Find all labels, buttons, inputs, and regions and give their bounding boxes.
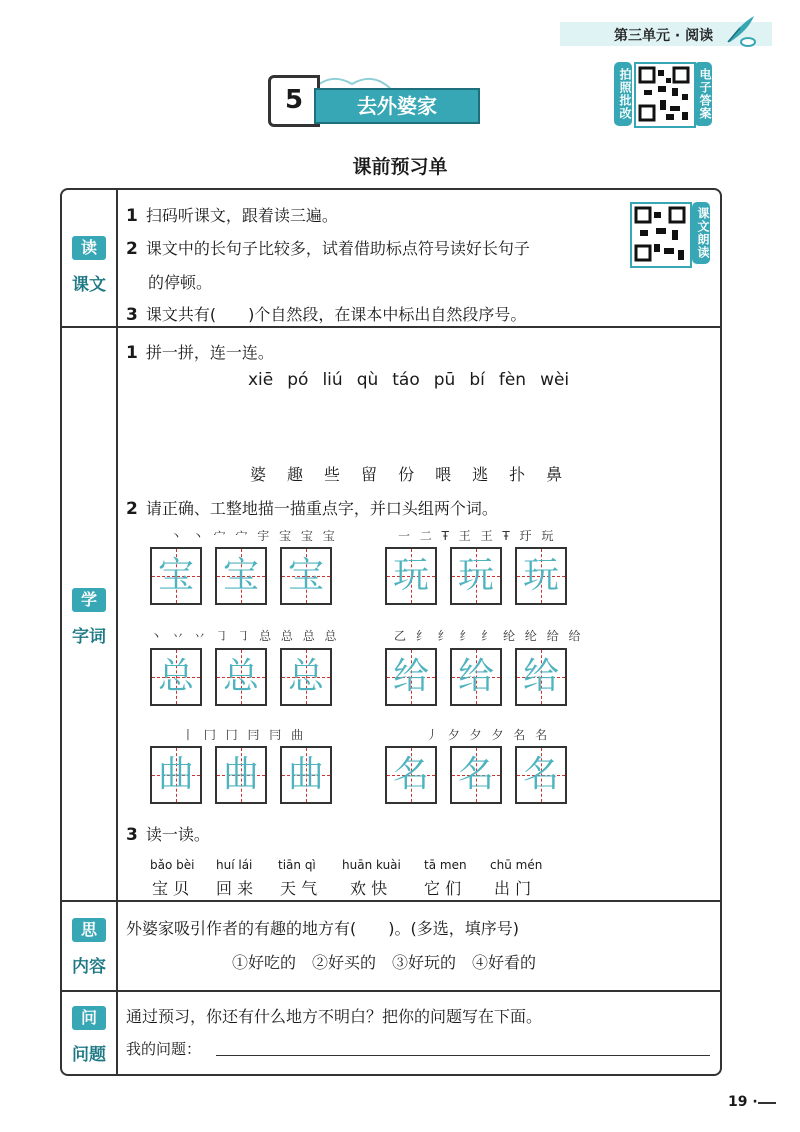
pinyin-item[interactable]: wèi bbox=[540, 370, 570, 390]
qr-code-read-aloud[interactable] bbox=[630, 202, 692, 268]
qr-code-icon bbox=[632, 204, 690, 266]
stroke-order: 丨 冂 冂 冃 冃 曲 bbox=[182, 728, 307, 742]
read-item-2: 2 课文中的长句子比较多，试着借助标点符号读好长句子 bbox=[126, 239, 530, 259]
read-category: 课文 bbox=[72, 275, 106, 295]
ask-prompt: 通过预习，你还有什么地方不明白？把你的问题写在下面。 bbox=[126, 1007, 543, 1026]
word-hanzi: 宝 贝 bbox=[152, 879, 190, 898]
learn-q3: 3 读一读。 bbox=[126, 825, 210, 845]
tracing-cell[interactable]: 总 bbox=[215, 648, 267, 706]
word-hanzi: 出 门 bbox=[494, 879, 532, 898]
qr-code-icon bbox=[636, 64, 694, 126]
pinyin-row bbox=[248, 370, 583, 390]
tracing-cell[interactable]: 曲 bbox=[280, 746, 332, 804]
tracing-cell[interactable]: 总 bbox=[150, 648, 202, 706]
tracing-cell[interactable]: 曲 bbox=[215, 746, 267, 804]
banner-decoration bbox=[312, 70, 392, 90]
hanzi-item[interactable]: 鼻 bbox=[546, 465, 563, 484]
read-aloud-tag: 课文朗读 bbox=[692, 202, 710, 264]
tracing-cell[interactable]: 宝 bbox=[215, 547, 267, 605]
learn-q1: 1 拼一拼，连一连。 bbox=[126, 343, 274, 363]
e-answer-tag: 电子答案 bbox=[694, 62, 712, 126]
stroke-order: 乙 纟 纟 纟 纟 纶 纶 给 给 bbox=[394, 629, 584, 643]
tracing-cell[interactable]: 玩 bbox=[450, 547, 502, 605]
pinyin-item[interactable]: táo bbox=[392, 370, 420, 390]
hanzi-item[interactable]: 扑 bbox=[509, 465, 526, 484]
word-hanzi: 欢 快 bbox=[350, 879, 388, 898]
read-item-1: 1 扫码听课文，跟着读三遍。 bbox=[126, 206, 338, 226]
tracing-cell[interactable]: 玩 bbox=[385, 547, 437, 605]
hanzi-item[interactable]: 喂 bbox=[435, 465, 452, 484]
word-pinyin: huān kuài bbox=[342, 858, 401, 872]
tracing-cell[interactable]: 宝 bbox=[280, 547, 332, 605]
tracing-cell[interactable]: 名 bbox=[385, 746, 437, 804]
tracing-cell[interactable]: 玩 bbox=[515, 547, 567, 605]
tracing-cell[interactable]: 曲 bbox=[150, 746, 202, 804]
hanzi-row bbox=[250, 462, 583, 485]
tracing-cell[interactable]: 总 bbox=[280, 648, 332, 706]
tracing-cell[interactable]: 名 bbox=[450, 746, 502, 804]
answer-input-line[interactable] bbox=[216, 1055, 710, 1056]
hanzi-item[interactable]: 份 bbox=[398, 465, 415, 484]
pinyin-item[interactable]: qù bbox=[356, 370, 379, 390]
learn-q2: 2 请正确、工整地描一描重点字，并口头组两个词。 bbox=[126, 499, 498, 519]
tracing-cell[interactable]: 给 bbox=[515, 648, 567, 706]
think-question: 外婆家吸引作者的有趣的地方有( )。(多选，填序号) bbox=[126, 919, 519, 938]
word-hanzi: 天 气 bbox=[280, 879, 318, 898]
read-item-3: 3 课文共有( )个自然段，在课本中标出自然段序号。 bbox=[126, 305, 527, 325]
word-pinyin: chū mén bbox=[490, 858, 543, 872]
word-pinyin: tiān qì bbox=[278, 858, 316, 872]
unit-label: 第三单元 · 阅读 bbox=[614, 28, 714, 44]
think-badge: 思 bbox=[72, 918, 106, 942]
page-number-dash bbox=[758, 1102, 776, 1104]
stroke-order: 丿 夕 夕 夕 名 名 bbox=[426, 728, 551, 742]
stroke-order: 一 二 Ŧ 王 王 Ŧ 玗 玩 bbox=[398, 529, 557, 543]
feather-pen-icon bbox=[722, 12, 758, 48]
tracing-cell[interactable]: 名 bbox=[515, 746, 567, 804]
page-number: 19 · bbox=[728, 1094, 758, 1110]
stroke-order: 丶 丷 丷 ㇆ ㇆ 总 总 总 总 bbox=[150, 629, 340, 643]
word-pinyin: bǎo bèi bbox=[150, 858, 195, 872]
pinyin-item[interactable]: liú bbox=[322, 370, 343, 390]
word-hanzi: 它 们 bbox=[424, 879, 462, 898]
tracing-cell[interactable]: 给 bbox=[385, 648, 437, 706]
stroke-order: 丶 丶 宀 宀 宇 宝 宝 宝 bbox=[170, 529, 338, 543]
word-pinyin: tā men bbox=[424, 858, 467, 872]
think-options[interactable]: ①好吃的 ②好买的 ③好玩的 ④好看的 bbox=[232, 953, 537, 972]
hanzi-item[interactable]: 留 bbox=[361, 465, 378, 484]
hanzi-item[interactable]: 些 bbox=[324, 465, 341, 484]
read-badge: 读 bbox=[72, 236, 106, 260]
hanzi-item[interactable]: 趣 bbox=[287, 465, 304, 484]
word-pinyin: huí lái bbox=[216, 858, 253, 872]
pinyin-item[interactable]: bí bbox=[469, 370, 485, 390]
qr-code-top[interactable] bbox=[634, 62, 696, 128]
ask-badge: 问 bbox=[72, 1006, 106, 1030]
row-divider bbox=[62, 326, 720, 328]
pinyin-item[interactable]: pó bbox=[287, 370, 309, 390]
think-category: 内容 bbox=[72, 957, 106, 977]
learn-badge: 学 bbox=[72, 588, 106, 612]
sheet-title: 课前预习单 bbox=[352, 156, 448, 178]
tracing-cell[interactable]: 宝 bbox=[150, 547, 202, 605]
pinyin-item[interactable]: fèn bbox=[498, 370, 527, 390]
ask-category: 问题 bbox=[72, 1045, 106, 1065]
hanzi-item[interactable]: 逃 bbox=[472, 465, 489, 484]
learn-category: 字词 bbox=[72, 627, 106, 647]
column-divider bbox=[116, 190, 118, 1074]
lesson-title: 去外婆家 bbox=[314, 88, 480, 124]
row-divider bbox=[62, 900, 720, 902]
photo-grade-tag: 拍照批改 bbox=[614, 62, 632, 126]
tracing-cell[interactable]: 给 bbox=[450, 648, 502, 706]
word-hanzi: 回 来 bbox=[216, 879, 254, 898]
hanzi-item[interactable]: 婆 bbox=[250, 465, 267, 484]
answer-label: 我的问题： bbox=[126, 1040, 202, 1058]
pinyin-item[interactable]: pū bbox=[433, 370, 456, 390]
lesson-number: 5 bbox=[268, 75, 320, 127]
read-item-2-cont: 的停顿。 bbox=[148, 273, 213, 292]
pinyin-item[interactable]: xiē bbox=[248, 370, 274, 390]
row-divider bbox=[62, 990, 720, 992]
